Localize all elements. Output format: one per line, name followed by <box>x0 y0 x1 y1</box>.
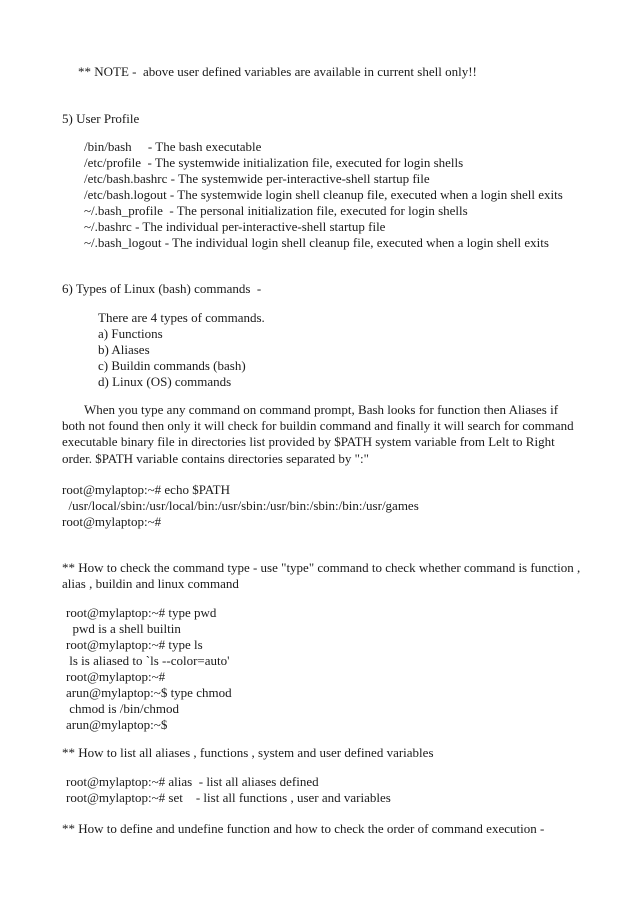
list-item: ~/.bashrc - The individual per-interactive-shell startup file <box>84 219 386 234</box>
type-check-heading: ** How to check the command type - use "type" command to check whether command is function , alias , buildin and linux command <box>62 560 581 592</box>
code-line: root@mylaptop:~# set - list all functions , user and variables <box>66 790 391 805</box>
define-function-heading: ** How to define and undefine function and how to check the order of command execution - <box>62 821 545 836</box>
list-item: a) Functions <box>98 326 163 341</box>
section-6-intro: There are 4 types of commands. <box>98 310 265 325</box>
list-item: /bin/bash - The bash executable <box>84 139 262 154</box>
list-item: c) Buildin commands (bash) <box>98 358 246 373</box>
section-5-heading: 5) User Profile <box>62 111 140 126</box>
code-line: arun@mylaptop:~$ type chmod <box>66 685 232 700</box>
list-item: d) Linux (OS) commands <box>98 374 232 389</box>
list-item: /etc/bash.logout - The systemwide login shell cleanup file, executed when a login shell exits <box>84 187 563 202</box>
code-line: chmod is /bin/chmod <box>66 701 180 716</box>
code-line: ls is aliased to `ls --color=auto' <box>66 653 230 668</box>
code-line: /usr/local/sbin:/usr/local/bin:/usr/sbin:/usr/bin:/sbin:/bin:/usr/games <box>62 498 419 513</box>
list-item: /etc/profile - The systemwide initialization file, executed for login shells <box>84 155 464 170</box>
code-line: arun@mylaptop:~$ <box>66 717 168 732</box>
list-item: ~/.bash_logout - The individual login shell cleanup file, executed when a login shell exits <box>84 235 549 250</box>
code-line: root@mylaptop:~# alias - list all aliases defined <box>66 774 319 789</box>
code-line: pwd is a shell builtin <box>66 621 181 636</box>
code-line: root@mylaptop:~# <box>62 514 162 529</box>
section-6-heading: 6) Types of Linux (bash) commands - <box>62 281 262 296</box>
note-top: ** NOTE - above user defined variables are available in current shell only!! <box>78 64 477 79</box>
list-item: /etc/bash.bashrc - The systemwide per-interactive-shell startup file <box>84 171 430 186</box>
code-line: root@mylaptop:~# <box>66 669 166 684</box>
code-line: root@mylaptop:~# type ls <box>66 637 203 652</box>
list-item: b) Aliases <box>98 342 150 357</box>
code-line: root@mylaptop:~# echo $PATH <box>62 482 231 497</box>
bash-lookup-paragraph: When you type any command on command prompt, Bash looks for function then Aliases if both not found then only it will check for buildin command and finally it will search for command executable binary file in directories list provided by $PATH system variable from Lelt to Right order. $PATH variable contains directories separated by ":" <box>62 402 574 466</box>
code-line: root@mylaptop:~# type pwd <box>66 605 217 620</box>
list-all-heading: ** How to list all aliases , functions , system and user defined variables <box>62 745 434 760</box>
list-item: ~/.bash_profile - The personal initialization file, executed for login shells <box>84 203 468 218</box>
